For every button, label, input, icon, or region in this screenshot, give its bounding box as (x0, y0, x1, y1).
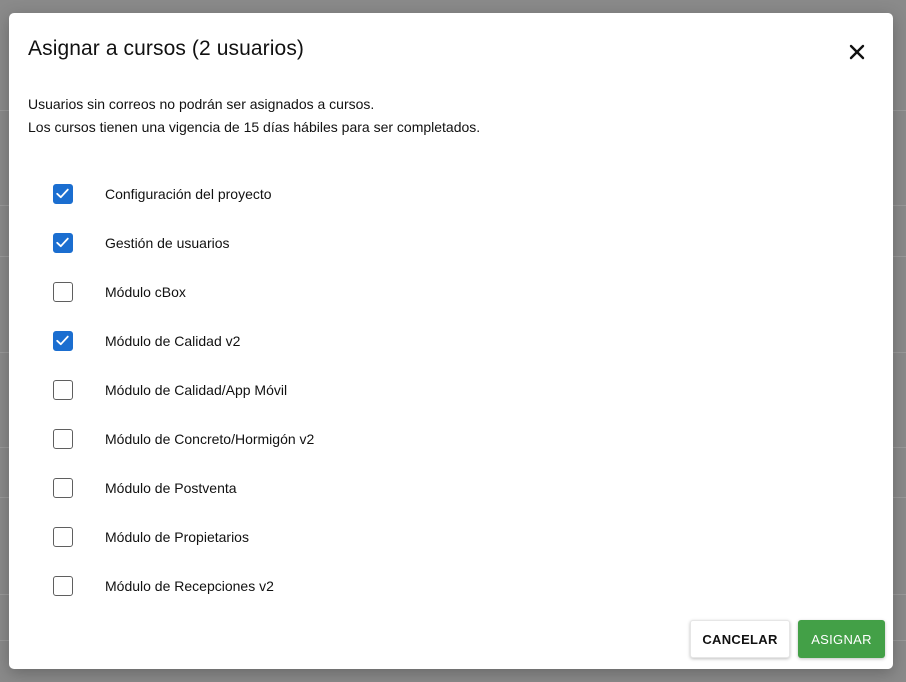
background-divider (893, 110, 906, 111)
checkbox-unchecked[interactable] (53, 380, 73, 400)
dialog-title: Asignar a cursos (2 usuarios) (28, 37, 305, 60)
assign-button[interactable]: ASIGNAR (798, 620, 885, 658)
background-divider (0, 256, 9, 257)
checkmark-icon (54, 234, 71, 251)
cancel-button[interactable]: CANCELAR (690, 620, 790, 658)
background-divider (0, 447, 9, 448)
background-divider (0, 352, 9, 353)
course-item[interactable] (53, 365, 753, 414)
checkbox-unchecked[interactable] (53, 478, 73, 498)
course-item[interactable] (53, 169, 753, 218)
checkbox-unchecked[interactable] (53, 527, 73, 547)
checkbox-checked[interactable] (53, 331, 73, 351)
course-label: Módulo de Recepciones v2 (105, 577, 274, 594)
background-divider (0, 640, 9, 641)
checkbox-checked[interactable] (53, 233, 73, 253)
checkbox-checked[interactable] (53, 184, 73, 204)
checkbox-unchecked[interactable] (53, 282, 73, 302)
course-label: Módulo de Calidad/App Móvil (105, 381, 288, 398)
background-divider (0, 110, 9, 111)
course-item[interactable] (53, 512, 753, 561)
background-divider (893, 352, 906, 353)
course-item[interactable] (53, 218, 753, 267)
checkmark-icon (54, 185, 71, 202)
checkbox-unchecked[interactable] (53, 576, 73, 596)
description-line: Los cursos tienen una vigencia de 15 días hábiles para ser completados. (28, 119, 481, 135)
course-label: Gestión de usuarios (105, 234, 230, 251)
description-line: Usuarios sin correos no podrán ser asignados a cursos. (28, 96, 375, 112)
course-label: Módulo de Postventa (105, 479, 237, 496)
background-divider (0, 594, 9, 595)
background-divider (893, 256, 906, 257)
background-divider (893, 205, 906, 206)
background-divider (893, 640, 906, 641)
course-label: Módulo cBox (105, 283, 186, 300)
course-item[interactable] (53, 414, 753, 463)
background-divider (893, 594, 906, 595)
course-list (53, 169, 753, 610)
background-divider (0, 497, 9, 498)
course-label: Módulo de Concreto/Hormigón v2 (105, 430, 315, 447)
checkbox-unchecked[interactable] (53, 429, 73, 449)
course-item[interactable] (53, 316, 753, 365)
course-item[interactable] (53, 267, 753, 316)
dialog-description (28, 93, 480, 139)
background-divider (893, 497, 906, 498)
checkmark-icon (54, 332, 71, 349)
assign-courses-dialog (9, 13, 893, 669)
background-divider (893, 447, 906, 448)
background-divider (0, 205, 9, 206)
close-icon (843, 38, 871, 66)
course-item[interactable] (53, 463, 753, 512)
course-label: Módulo de Propietarios (105, 528, 249, 545)
close-button[interactable] (843, 38, 871, 66)
course-label: Módulo de Calidad v2 (105, 332, 241, 349)
course-label: Configuración del proyecto (105, 185, 272, 202)
course-item[interactable] (53, 561, 753, 610)
